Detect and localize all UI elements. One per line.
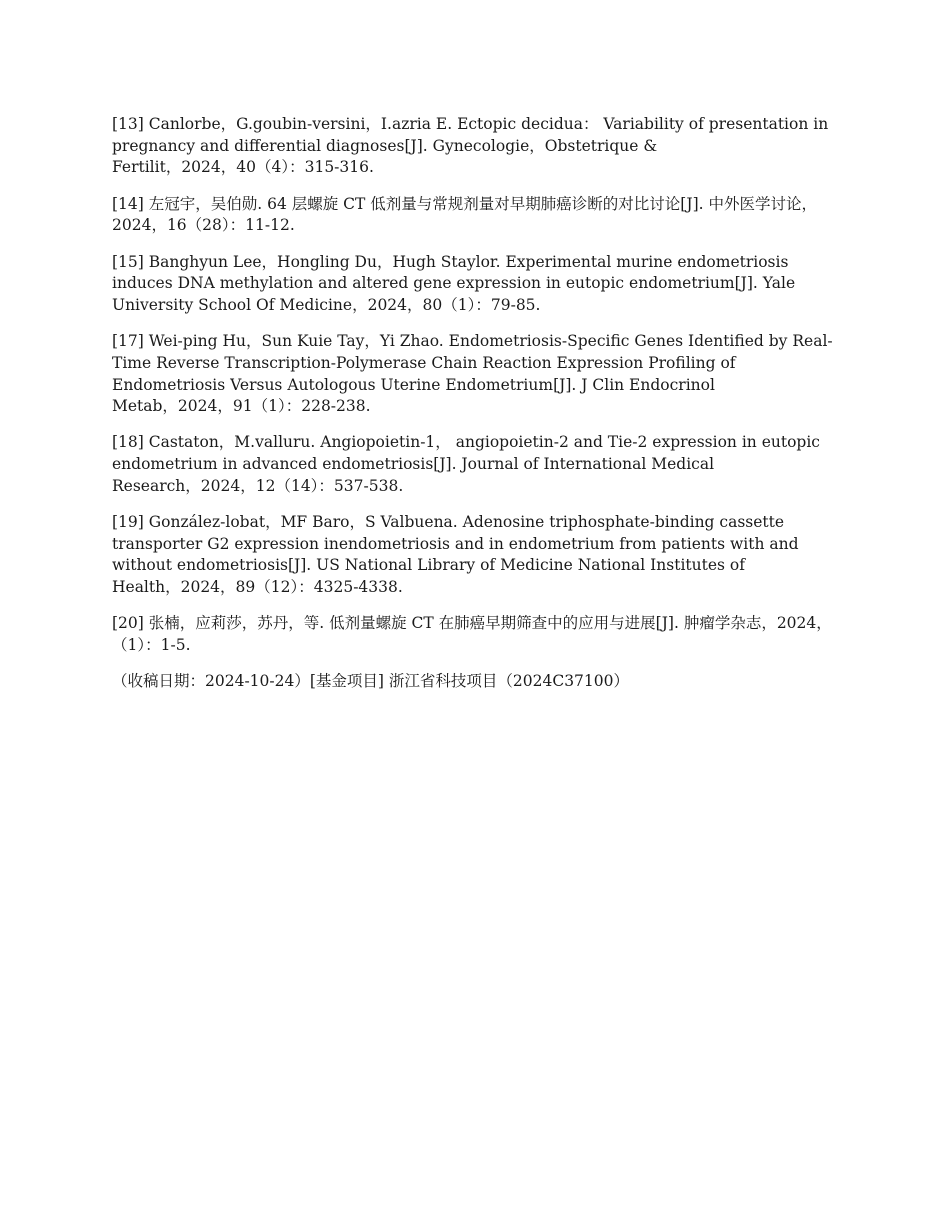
reference-20: [20] 张楠，应莉莎，苏丹，等. 低剂量螺旋 CT 在肺癌早期筛查中的应用与进展[J]. 肿瘤学杂志，2024，（1）：1-5. bbox=[112, 614, 832, 655]
reference-17: [17] Wei-ping Hu，Sun Kuie Tay，Yi Zhao. Endometriosis-Specific Genes Identified by Real-Time Reverse Transcription-Polymerase Chain Reaction Expression Profiling of Endometriosis Versus Autologous Uterine Endometrium[J]. J Clin Endocrinol Metab，2024，91（1）：228-238. bbox=[112, 332, 833, 416]
received-date-funding-note: （收稿日期：2024-10-24）[基金项目] 浙江省科技项目（2024C37100） bbox=[112, 672, 630, 691]
reference-19: [19] González-lobat，MF Baro，S Valbuena. Adenosine triphosphate-binding cassette transporter G2 expression inendometriosis and in endometrium from patients with and without endometriosis[J]. US National Library of Medicine National Institutes of Health，2024，89（12）：4325-4338. bbox=[112, 513, 799, 597]
reference-14: [14] 左冠宇，吴伯勋. 64 层螺旋 CT 低剂量与常规剂量对早期肺癌诊断的对比讨论[J]. 中外医学讨论，2024，16（28）：11-12. bbox=[112, 194, 817, 235]
reference-15: [15] Banghyun Lee，Hongling Du，Hugh Staylor. Experimental murine endometriosis induces DNA methylation and altered gene expression in eutopic endometrium[J]. Yale University School Of Medicine，2024，80（1）：79-85. bbox=[112, 252, 796, 314]
reference-13: [13] Canlorbe，G.goubin-versini，I.azria E. Ectopic decidua： Variability of presentation in pregnancy and differential diagnoses[J]. Gynecologie，Obstetrique & Fertilit，2024，40（4）：315-316. bbox=[112, 115, 829, 177]
reference-list bbox=[112, 114, 838, 693]
reference-18: [18] Castaton，M.valluru. Angiopoietin-1， angiopoietin-2 and Tie-2 expression in eutopic endometrium in advanced endometriosis[J]. Journal of International Medical Research，2024，12（14）：537-538. bbox=[112, 433, 820, 495]
